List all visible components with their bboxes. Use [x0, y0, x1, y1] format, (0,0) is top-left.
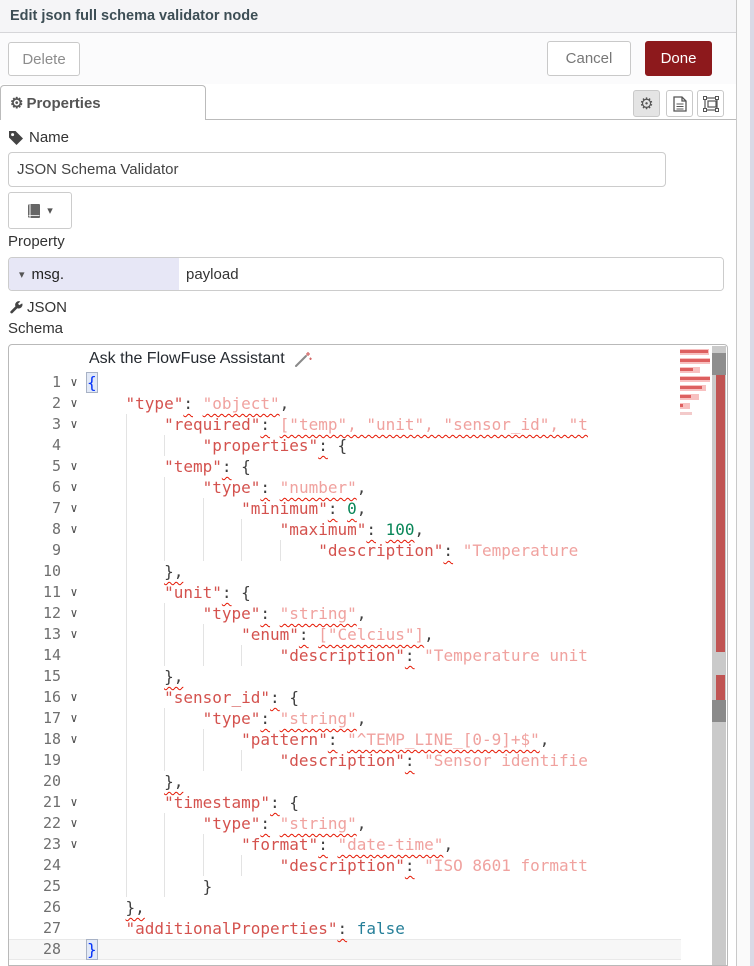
fold-chevron-down-icon[interactable]: ∨ — [70, 627, 78, 641]
fold-chevron-down-icon[interactable]: ∨ — [70, 816, 78, 830]
property-value-input[interactable] — [179, 258, 723, 290]
cancel-button[interactable]: Cancel — [547, 41, 631, 76]
workspace-edge — [750, 0, 754, 966]
property-prefix-label: msg. — [31, 265, 65, 283]
code-line[interactable]: 22 ∨ "type": "string", — [9, 813, 681, 834]
code-line[interactable]: 6 ∨ "type": "number", — [9, 477, 681, 498]
group-selection-button[interactable] — [697, 90, 724, 117]
dialog-button-row — [0, 33, 736, 85]
show-description-button[interactable] — [666, 90, 693, 117]
code-line[interactable]: 14 "description": "Temperature unit — [9, 645, 681, 666]
property-type-select[interactable] — [9, 258, 179, 290]
line-number: 5 — [51, 457, 61, 475]
line-number: 12 — [42, 604, 61, 622]
show-properties-button[interactable] — [633, 90, 660, 117]
library-button[interactable] — [8, 192, 72, 229]
tag-icon — [8, 130, 24, 146]
code-line[interactable]: 2 ∨ "type": "object", — [9, 393, 681, 414]
line-number: 17 — [42, 709, 61, 727]
code-line[interactable]: 23 ∨ "format": "date-time", — [9, 834, 681, 855]
code-line[interactable]: 19 "description": "Sensor identifie — [9, 750, 681, 771]
code-line[interactable]: 1 ∨ { — [9, 372, 681, 393]
line-number: 11 — [42, 583, 61, 601]
code-line[interactable]: 24 "description": "ISO 8601 formatt — [9, 855, 681, 876]
fold-chevron-down-icon[interactable]: ∨ — [70, 459, 78, 473]
line-number: 18 — [42, 730, 61, 748]
scrollbar-thumb[interactable] — [712, 353, 726, 375]
line-number: 16 — [42, 688, 61, 706]
error-overview-marks — [716, 375, 725, 652]
property-label-row — [8, 233, 65, 250]
delete-button[interactable]: Delete — [8, 42, 80, 76]
fold-chevron-down-icon[interactable]: ∨ — [70, 501, 78, 515]
fold-chevron-down-icon[interactable]: ∨ — [70, 480, 78, 494]
assistant-label: Ask the FlowFuse Assistant — [89, 349, 285, 367]
editor-scrollbar[interactable] — [712, 346, 726, 965]
json-schema-editor[interactable] — [8, 344, 728, 966]
schema-label — [8, 297, 82, 339]
line-number: 1 — [51, 373, 61, 391]
fold-chevron-down-icon[interactable]: ∨ — [70, 732, 78, 746]
code-line[interactable]: 28 } — [9, 939, 681, 960]
line-number: 27 — [42, 919, 61, 937]
line-number: 28 — [42, 940, 61, 958]
code-line[interactable]: 4 "properties": { — [9, 435, 681, 456]
fold-chevron-down-icon[interactable]: ∨ — [70, 585, 78, 599]
book-icon — [27, 203, 41, 219]
code-line[interactable]: 15 }, — [9, 666, 681, 687]
minimap[interactable] — [680, 349, 710, 415]
line-number: 14 — [42, 646, 61, 664]
line-number: 8 — [51, 520, 61, 538]
name-label-row — [8, 129, 69, 146]
code-line[interactable]: 8 ∨ "maximum": 100, — [9, 519, 681, 540]
line-number: 23 — [42, 835, 61, 853]
fold-chevron-down-icon[interactable]: ∨ — [70, 837, 78, 851]
code-line[interactable]: 12 ∨ "type": "string", — [9, 603, 681, 624]
tab-properties[interactable] — [0, 85, 206, 120]
page-scrollbar-track[interactable] — [737, 0, 750, 966]
fold-chevron-down-icon[interactable]: ∨ — [70, 795, 78, 809]
magic-wand-icon — [293, 349, 313, 369]
code-line[interactable]: 17 ∨ "type": "string", — [9, 708, 681, 729]
line-number: 9 — [51, 541, 61, 559]
fold-chevron-down-icon[interactable]: ∨ — [70, 396, 78, 410]
code-line[interactable]: 25 } — [9, 876, 681, 897]
line-number: 4 — [51, 436, 61, 454]
fold-chevron-down-icon[interactable]: ∨ — [70, 711, 78, 725]
property-typed-input — [8, 257, 724, 291]
line-number: 19 — [42, 751, 61, 769]
line-number: 25 — [42, 877, 61, 895]
done-button[interactable]: Done — [645, 41, 712, 76]
description-icon — [673, 96, 687, 112]
code-line[interactable]: 10 }, — [9, 561, 681, 582]
group-selection-icon — [703, 96, 719, 112]
line-number: 21 — [42, 793, 61, 811]
line-number: 20 — [42, 772, 61, 790]
line-number: 13 — [42, 625, 61, 643]
property-label: Property — [8, 233, 65, 250]
code-line[interactable]: 16 ∨ "sensor_id": { — [9, 687, 681, 708]
fold-chevron-down-icon[interactable]: ∨ — [70, 606, 78, 620]
fold-chevron-down-icon[interactable]: ∨ — [70, 375, 78, 389]
gear-icon: ⚙ — [639, 95, 654, 113]
gear-icon: ⚙ — [10, 95, 24, 112]
assistant-header[interactable] — [9, 345, 727, 372]
wrench-icon — [8, 300, 23, 315]
chevron-down-icon: ▾ — [47, 205, 53, 217]
fold-chevron-down-icon[interactable]: ∨ — [70, 417, 78, 431]
line-number: 22 — [42, 814, 61, 832]
code-line[interactable]: 11 ∨ "unit": { — [9, 582, 681, 603]
tab-properties-label: Properties — [26, 94, 101, 112]
fold-chevron-down-icon[interactable]: ∨ — [70, 690, 78, 704]
tab-bar — [0, 84, 736, 120]
line-number: 3 — [51, 415, 61, 433]
line-number: 6 — [51, 478, 61, 496]
code-line[interactable]: 5 ∨ "temp": { — [9, 456, 681, 477]
code-line[interactable]: 26 }, — [9, 897, 681, 918]
code-line[interactable]: 20 }, — [9, 771, 681, 792]
code-line[interactable]: 9 "description": "Temperature — [9, 540, 681, 561]
code-line[interactable]: 27 "additionalProperties": false — [9, 918, 681, 939]
name-label: Name — [29, 129, 70, 146]
dialog-title: Edit json full schema validator node — [10, 8, 259, 24]
code-line[interactable]: 18 ∨ "pattern": "^TEMP_LINE_[0-9]+$", — [9, 729, 681, 750]
dialog-header — [0, 0, 736, 33]
line-number: 7 — [51, 499, 61, 517]
line-number: 2 — [51, 394, 61, 412]
overview-mark — [712, 700, 726, 722]
code-area[interactable] — [9, 372, 681, 960]
name-input[interactable] — [8, 152, 666, 187]
line-number: 24 — [42, 856, 61, 874]
schema-label-text: JSON Schema — [8, 299, 68, 337]
code-line[interactable]: 7 ∨ "minimum": 0, — [9, 498, 681, 519]
fold-chevron-down-icon[interactable]: ∨ — [70, 522, 78, 536]
line-number: 26 — [42, 898, 61, 916]
line-number: 15 — [42, 667, 61, 685]
code-line[interactable]: 13 ∨ "enum": ["Celcius"], — [9, 624, 681, 645]
code-line[interactable]: 21 ∨ "timestamp": { — [9, 792, 681, 813]
code-line[interactable]: 3 ∨ "required": ["temp", "unit", "sensor_id", "t — [9, 414, 681, 435]
chevron-down-icon: ▾ — [19, 268, 25, 281]
error-overview-marks — [716, 675, 725, 700]
line-number: 10 — [42, 562, 61, 580]
